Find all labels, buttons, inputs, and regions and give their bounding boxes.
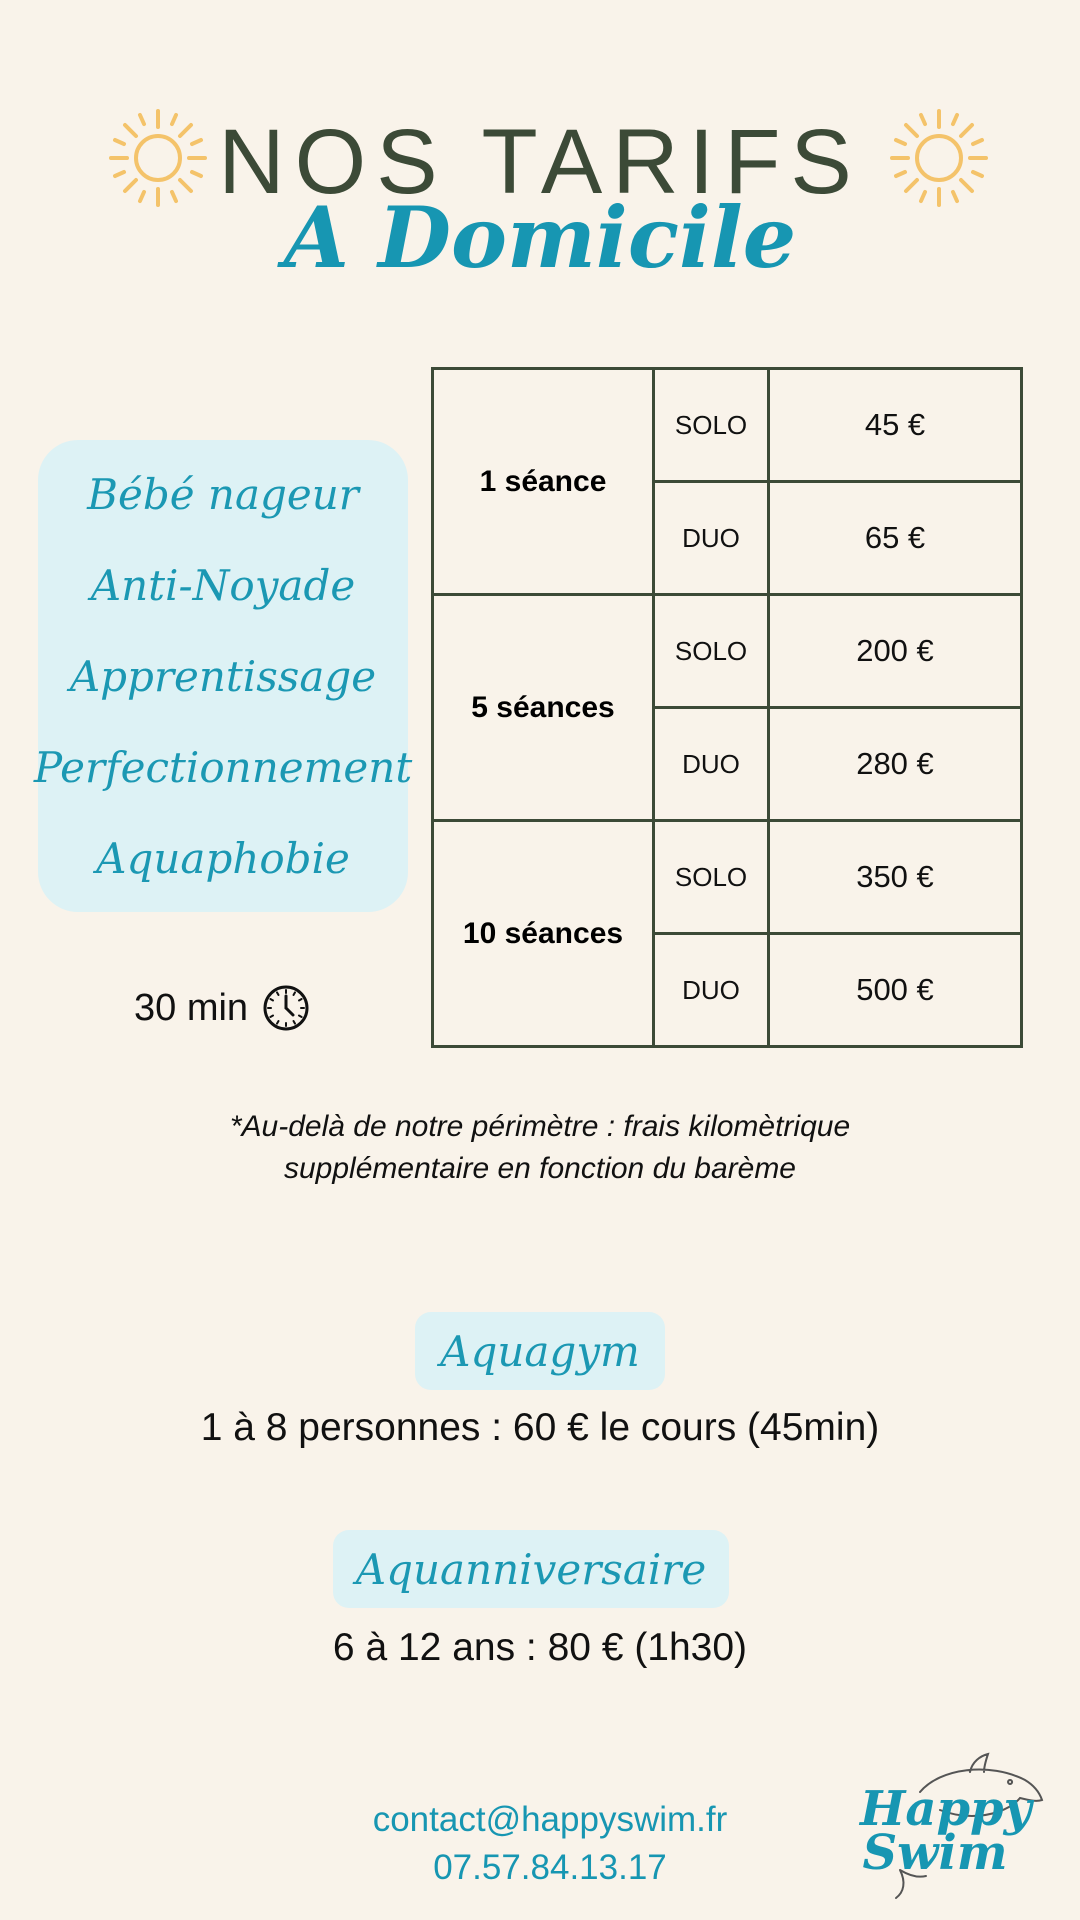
table-row (433, 821, 1022, 934)
price-cell: 350 € (769, 821, 1022, 934)
course-item: Apprentissage (69, 651, 377, 701)
price-cell: 500 € (769, 934, 1022, 1047)
formula-cell: DUO (654, 708, 769, 821)
page-title: NOS TARIFS (218, 111, 862, 213)
note-line: supplémentaire en fonction du barème (284, 1152, 796, 1185)
table-row (433, 369, 1022, 482)
price-cell: 45 € (769, 369, 1022, 482)
happy-swim-logo (860, 1750, 1050, 1900)
sessions-cell: 5 séances (433, 595, 654, 821)
price-cell: 65 € (769, 482, 1022, 595)
course-item: Aquaphobie (96, 833, 350, 883)
aquanniversaire-detail: 6 à 12 ans : 80 € (1h30) (332, 1626, 748, 1669)
price-table (431, 367, 1023, 1048)
session-duration (134, 980, 310, 1036)
sessions-cell: 1 séance (433, 369, 654, 595)
course-item: Anti-Noyade (90, 560, 356, 610)
note-line: *Au-delà de notre périmètre : frais kilomètrique (229, 1110, 851, 1143)
course-item: Bébé nageur (87, 469, 359, 519)
course-item: Perfectionnement (33, 742, 413, 792)
formula-cell: DUO (654, 482, 769, 595)
logo-text-swim: Swim (862, 1825, 1008, 1881)
price-cell: 200 € (769, 595, 1022, 708)
logo-text-happy: Happy (860, 1781, 1032, 1837)
formula-cell: SOLO (654, 595, 769, 708)
contact-phone[interactable]: 07.57.84.13.17 (433, 1848, 667, 1887)
formula-cell: DUO (654, 934, 769, 1047)
clock-icon (262, 984, 310, 1032)
contact-email[interactable]: contact@happyswim.fr (372, 1800, 728, 1839)
formula-cell: SOLO (654, 369, 769, 482)
aquanniversaire-heading: Aquanniversaire (333, 1530, 729, 1608)
aquagym-heading: Aquagym (415, 1312, 665, 1390)
duration-label: 30 min (134, 986, 249, 1029)
course-list (33, 440, 413, 912)
distance-note (0, 1106, 1080, 1190)
table-row (433, 595, 1022, 708)
formula-cell: SOLO (654, 821, 769, 934)
aquagym-detail: 1 à 8 personnes : 60 € le cours (45min) (200, 1406, 880, 1449)
page-subtitle: A Domicile (283, 188, 797, 287)
price-cell: 280 € (769, 708, 1022, 821)
sessions-cell: 10 séances (433, 821, 654, 1047)
